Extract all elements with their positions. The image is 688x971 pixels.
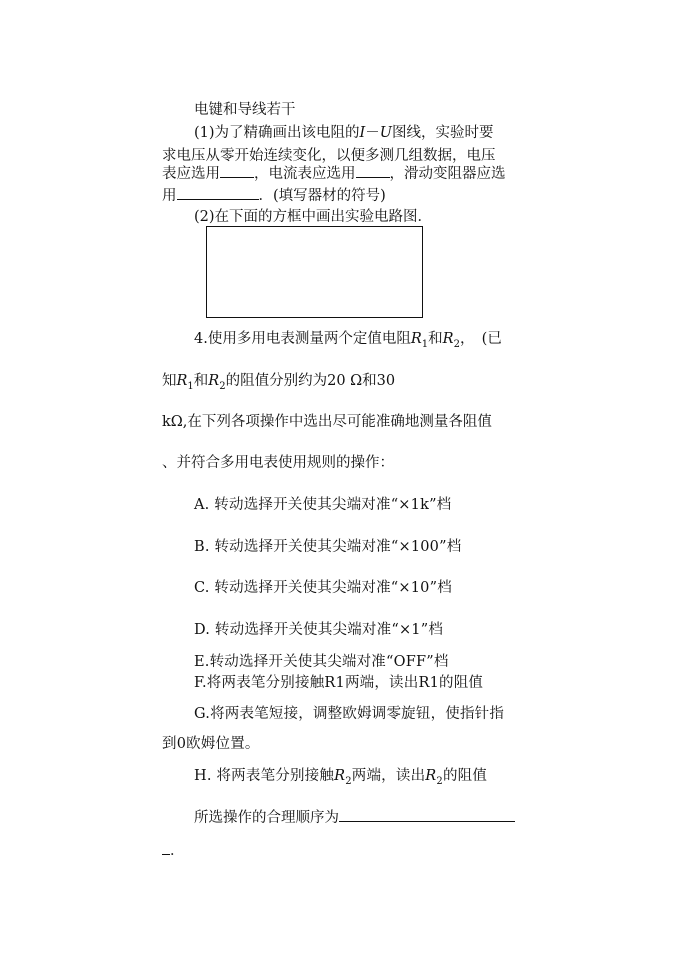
order-answer-blank-continued[interactable] xyxy=(162,840,170,855)
option-d: D. 转动选择开关使其尖端对准“×1”档 xyxy=(194,622,444,638)
problem-4-line-2: 知$R_1$和$R_2$的阻值分别约为20 Ω和30 xyxy=(162,373,396,392)
voltmeter-blank[interactable] xyxy=(220,163,254,178)
problem-4-line-4: 、并符合多用电表使用规则的操作： xyxy=(162,455,394,471)
option-g-line-2: 到0欧姆位置。 xyxy=(162,736,260,752)
order-question-end: ． xyxy=(162,840,185,861)
option-g-line-1: G.将两表笔短接，调整欧姆调零旋钮，使指针指 xyxy=(194,706,505,722)
line-materials: 电键和导线若干 xyxy=(194,102,296,118)
question-1-line-2: 求电压从零开始连续变化，以便多测几组数据，电压 xyxy=(162,148,496,164)
problem-4-line-1: 4.使用多用电表测量两个定值电阻$R_1$和$R_2$， (已 xyxy=(194,331,502,350)
question-1-line-1: (1)为了精确画出该电阻的I－U图线，实验时要 xyxy=(194,125,494,141)
circuit-diagram-box[interactable] xyxy=(206,226,423,318)
question-1-line-4: 用 ．(填写器材的符号) xyxy=(162,185,386,206)
rheostat-blank[interactable] xyxy=(177,185,259,200)
option-h: H. 将两表笔分别接触$R_2$两端，读出$R_2$的阻值 xyxy=(194,768,488,787)
option-f: F.将两表笔分别接触R1两端，读出R1的阻值 xyxy=(194,675,484,691)
order-question-line: 所选操作的合理顺序为 xyxy=(194,807,515,828)
question-1-line-3: 表应选用 ，电流表应选用 ，滑动变阻器应选 xyxy=(162,163,506,184)
option-b: B. 转动选择开关使其尖端对准“×100”档 xyxy=(194,539,462,555)
option-a: A. 转动选择开关使其尖端对准“×1k”档 xyxy=(194,497,452,513)
order-answer-blank[interactable] xyxy=(339,807,515,822)
option-e: E.转动选择开关使其尖端对准“OFF”档 xyxy=(194,654,449,670)
problem-4-line-3: kΩ,在下列各项操作中选出尽可能准确地测量各阻值 xyxy=(162,414,492,430)
ammeter-blank[interactable] xyxy=(356,163,390,178)
option-c: C. 转动选择开关使其尖端对准“×10”档 xyxy=(194,580,452,596)
question-2-line: (2)在下面的方框中画出实验电路图． xyxy=(194,209,433,225)
